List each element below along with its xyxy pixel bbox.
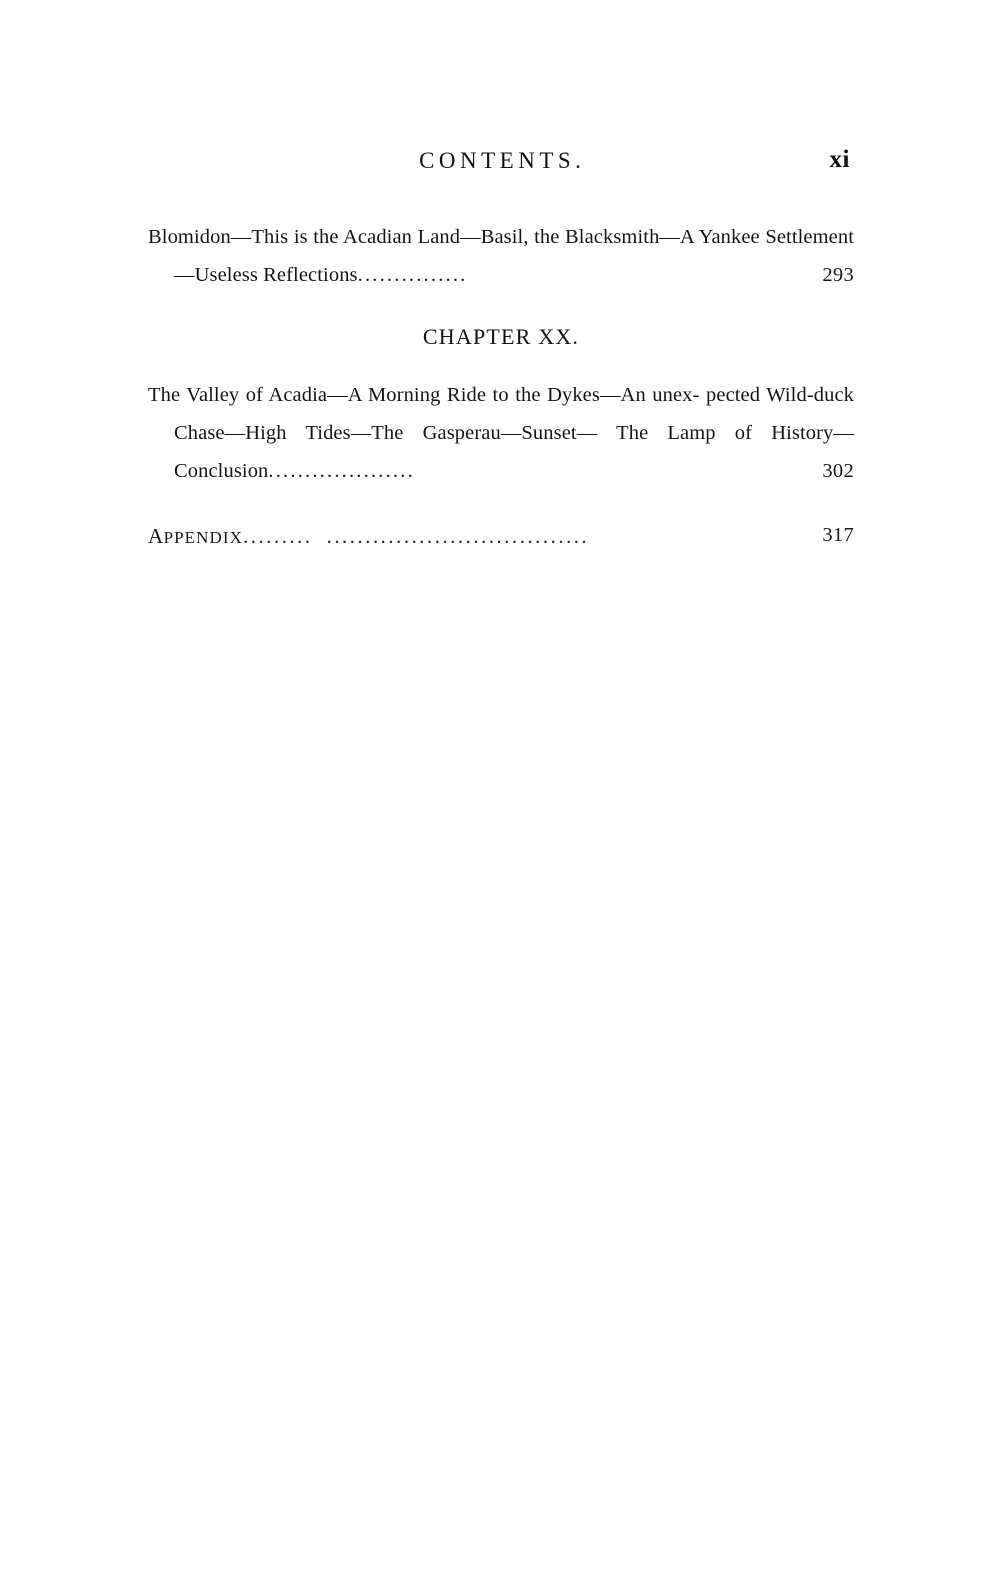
toc-leader-dots: .................... [268,460,415,482]
toc-entry-text-line-2: pected Wild-duck Chase—High Tides—The Gasperau—Sunset— [174,384,854,444]
toc-entry [148,376,854,490]
appendix-leader-dots-second: .................................. [326,526,590,548]
running-head [148,148,852,188]
toc-entry-page-number: 293 [822,264,854,286]
toc-entry-line [148,218,854,294]
toc-entry-appendix [148,524,854,549]
chapter-heading: CHAPTER XX. [422,324,580,349]
toc-entry-line [148,376,854,490]
toc-entry [148,218,854,294]
appendix-label-initial: A [148,524,164,548]
appendix-page-number: 317 [822,524,854,546]
table-of-contents [148,218,854,549]
toc-entry-text-line-2: Yankee Settlement—Useless Reflections [174,226,854,286]
toc-entry-text-line-3: The Lamp of History—Conclusion [174,422,855,482]
appendix-label [148,524,243,548]
toc-leader-dots: ............... [357,264,468,286]
appendix-label-smallcaps: PPENDIX [163,528,244,547]
toc-entry-page-number: 302 [822,460,854,482]
toc-entry-text-line-1: The Valley of Acadia—A Morning Ride to the Dykes—An unex- [148,384,700,406]
appendix-leader-dots-first: ......... [243,526,313,548]
toc-entry-text-line-1: Blomidon—This is the Acadian Land—Basil, the Blacksmith—A [148,226,694,248]
page-title: CONTENTS. [419,148,586,173]
page-folio-number: xi [829,146,850,173]
